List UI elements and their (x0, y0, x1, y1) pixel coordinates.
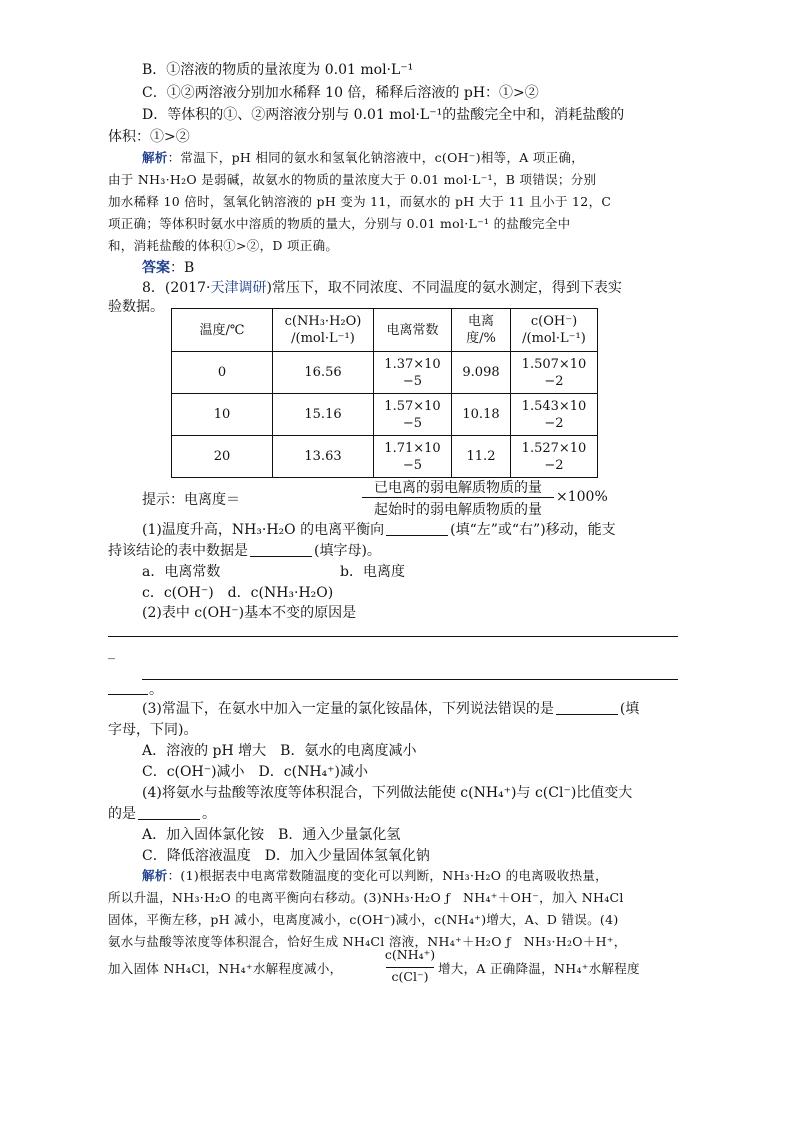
q7-analysis-line2: 由于 NH₃·H₂O 是弱碱，故氨水的物质的量浓度大于 0.01 mol·L⁻¹，B 项错误；分别 (108, 172, 597, 187)
q7-option-d: D．等体积的①、②两溶液分别与 0.01 mol·L⁻¹的盐酸完全中和，消耗盐酸的 (142, 107, 625, 123)
q8-analysis-line4: 氨水与盐酸等浓度等体积混合，恰好生成 NH₄Cl 溶液，NH₄⁺＋H₂O ƒ NH₃·H₂O＋H⁺， (108, 934, 627, 949)
cell-ionization-constant: 1.71×10 −5 (374, 436, 452, 478)
cell-ionization-constant: 1.57×10 −5 (374, 394, 452, 436)
header-ionization-constant: 电离常数 (374, 309, 452, 352)
q8-part3-cont: 字母，下同)。 (108, 722, 198, 738)
ratio-denominator: c(Cl⁻) (391, 969, 429, 984)
q8-analysis-line5a: 加入固体 NH₄Cl，NH₄⁺水解程度减小， (108, 961, 343, 976)
hint-numerator: 已电离的弱电解质物质的量 (374, 480, 542, 496)
cell-concentration: 15.16 (273, 394, 374, 436)
q7-option-c: C．①②两溶液分别加水稀释 10 倍，稀释后溶液的 pH：①>② (142, 85, 539, 101)
q8-stem: 8．(2017·天津调研)常压下，取不同浓度、不同温度的氨水测定，得到下表实 (142, 280, 622, 296)
header-concentration: c(NH₃·H₂O) /(mol·L⁻¹) (273, 309, 374, 352)
cell-concentration: 13.63 (273, 436, 374, 478)
answer-blank[interactable] (556, 700, 618, 715)
cell-concentration: 16.56 (273, 352, 374, 394)
cell-ionization-constant: 1.37×10 −5 (374, 352, 452, 394)
q8-stem-cont: 验数据。 (108, 299, 164, 315)
q8-source: 天津调研 (210, 280, 267, 296)
answer-blank[interactable] (138, 805, 200, 820)
header-oh-concentration: c(OH⁻) /(mol·L⁻¹) (511, 309, 598, 352)
q8-part4: (4)将氨水与盐酸等浓度等体积混合，下列做法能使 c(NH₄⁺)与 c(Cl⁻)比值变大 (142, 785, 633, 801)
table-row (172, 352, 598, 394)
q8-analysis-line1: 解析：(1)根据表中电离常数随温度的变化可以判断，NH₃·H₂O 的电离吸收热量， (142, 868, 608, 883)
cell-ionization-degree: 10.18 (452, 394, 511, 436)
q8-part1-options-ab: a．电离常数 b．电离度 (142, 564, 405, 580)
q7-option-d-cont: 体积：①>② (108, 129, 190, 145)
q8-part4-options-cd: C．降低溶液温度 D．加入少量固体氢氧化钠 (142, 848, 430, 864)
hint-lead: 提示：电离度＝ (142, 492, 240, 508)
q7-answer: 答案：B (142, 260, 195, 276)
ratio-numerator: c(NH₄⁺) (384, 947, 436, 962)
table-row (172, 436, 598, 478)
answer-blank[interactable] (250, 542, 312, 557)
cell-temperature: 0 (172, 352, 273, 394)
q8-part4-options-ab: A．加入固体氯化铵 B．通入少量氯化氢 (142, 827, 401, 843)
answer-line[interactable] (142, 679, 678, 680)
answer-line[interactable] (108, 694, 148, 695)
hint-tail: ×100% (556, 489, 608, 505)
cell-ionization-degree: 11.2 (452, 436, 511, 478)
q7-analysis-line1: 解析：常温下，pH 相同的氨水和氢氧化钠溶液中，c(OH⁻)相等，A 项正确， (142, 150, 585, 165)
q8-part1-options-cd: c．c(OH⁻) d．c(NH₃·H₂O) (142, 585, 334, 601)
q7-analysis-line4: 项正确；等体积时氨水中溶质的物质的量大，分别与 0.01 mol·L⁻¹ 的盐酸完全中 (108, 216, 571, 231)
hint-denominator: 起始时的弱电解质物质的量 (374, 502, 542, 518)
analysis-label: 解析 (142, 150, 168, 165)
q8-part4-cont: 的是 。 (108, 806, 216, 822)
analysis-label: 解析 (142, 868, 168, 883)
q7-analysis-line3: 加水稀释 10 倍时，氢氧化钠溶液的 pH 变为 11，而氨水的 pH 大于 11 且小于 12，C (108, 194, 612, 209)
table-header-row (172, 309, 598, 352)
answer-line-tail: _ (108, 644, 115, 660)
q8-part1-cont: 持该结论的表中数据是 (填字母)。 (108, 543, 381, 559)
q8-analysis-line5b: 增大，A 正确降温，NH₄⁺水解程度 (438, 961, 640, 976)
answer-line[interactable] (108, 636, 678, 637)
cell-temperature: 20 (172, 436, 273, 478)
ratio-fraction (384, 947, 436, 989)
table-row (172, 394, 598, 436)
q8-analysis-line3: 固体，平衡左移，pH 减小，电离度减小，c(OH⁻)减小，c(NH₄⁺)增大，A、D 错误。(4) (108, 912, 619, 927)
fraction-bar (386, 967, 434, 968)
header-temperature: 温度/℃ (172, 309, 273, 352)
answer-label: 答案 (142, 260, 170, 276)
q7-analysis-line5: 和，消耗盐酸的体积①>②，D 项正确。 (108, 238, 339, 253)
q8-part2: (2)表中 c(OH⁻)基本不变的原因是 (142, 605, 357, 621)
q7-option-b: B．①溶液的物质的量浓度为 0.01 mol·L⁻¹ (142, 62, 414, 78)
hint-formula (108, 477, 608, 519)
answer-blank[interactable] (386, 521, 448, 536)
cell-oh-concentration: 1.543×10 −2 (511, 394, 598, 436)
cell-temperature: 10 (172, 394, 273, 436)
q8-analysis-line2: 所以升温，NH₃·H₂O 的电离平衡向右移动。(3)NH₃·H₂O ƒ NH₄⁺＋OH⁻，加入 NH₄Cl (108, 890, 624, 905)
q8-part3-options-cd: C．c(OH⁻)减小 D．c(NH₄⁺)减小 (142, 764, 369, 780)
fraction-bar (362, 497, 554, 498)
data-table (171, 308, 598, 478)
q8-part3: (3)常温下，在氨水中加入一定量的氯化铵晶体，下列说法错误的是 (填 (142, 701, 640, 717)
header-ionization-degree: 电离 度/% (452, 309, 511, 352)
answer-line-end: 。 (149, 682, 163, 698)
q8-part3-options-ab: A．溶液的 pH 增大 B．氨水的电离度减小 (142, 743, 417, 759)
cell-ionization-degree: 9.098 (452, 352, 511, 394)
cell-oh-concentration: 1.527×10 −2 (511, 436, 598, 478)
cell-oh-concentration: 1.507×10 −2 (511, 352, 598, 394)
q8-part1: (1)温度升高，NH₃·H₂O 的电离平衡向 (填“左”或“右”)移动，能支 (142, 522, 616, 538)
